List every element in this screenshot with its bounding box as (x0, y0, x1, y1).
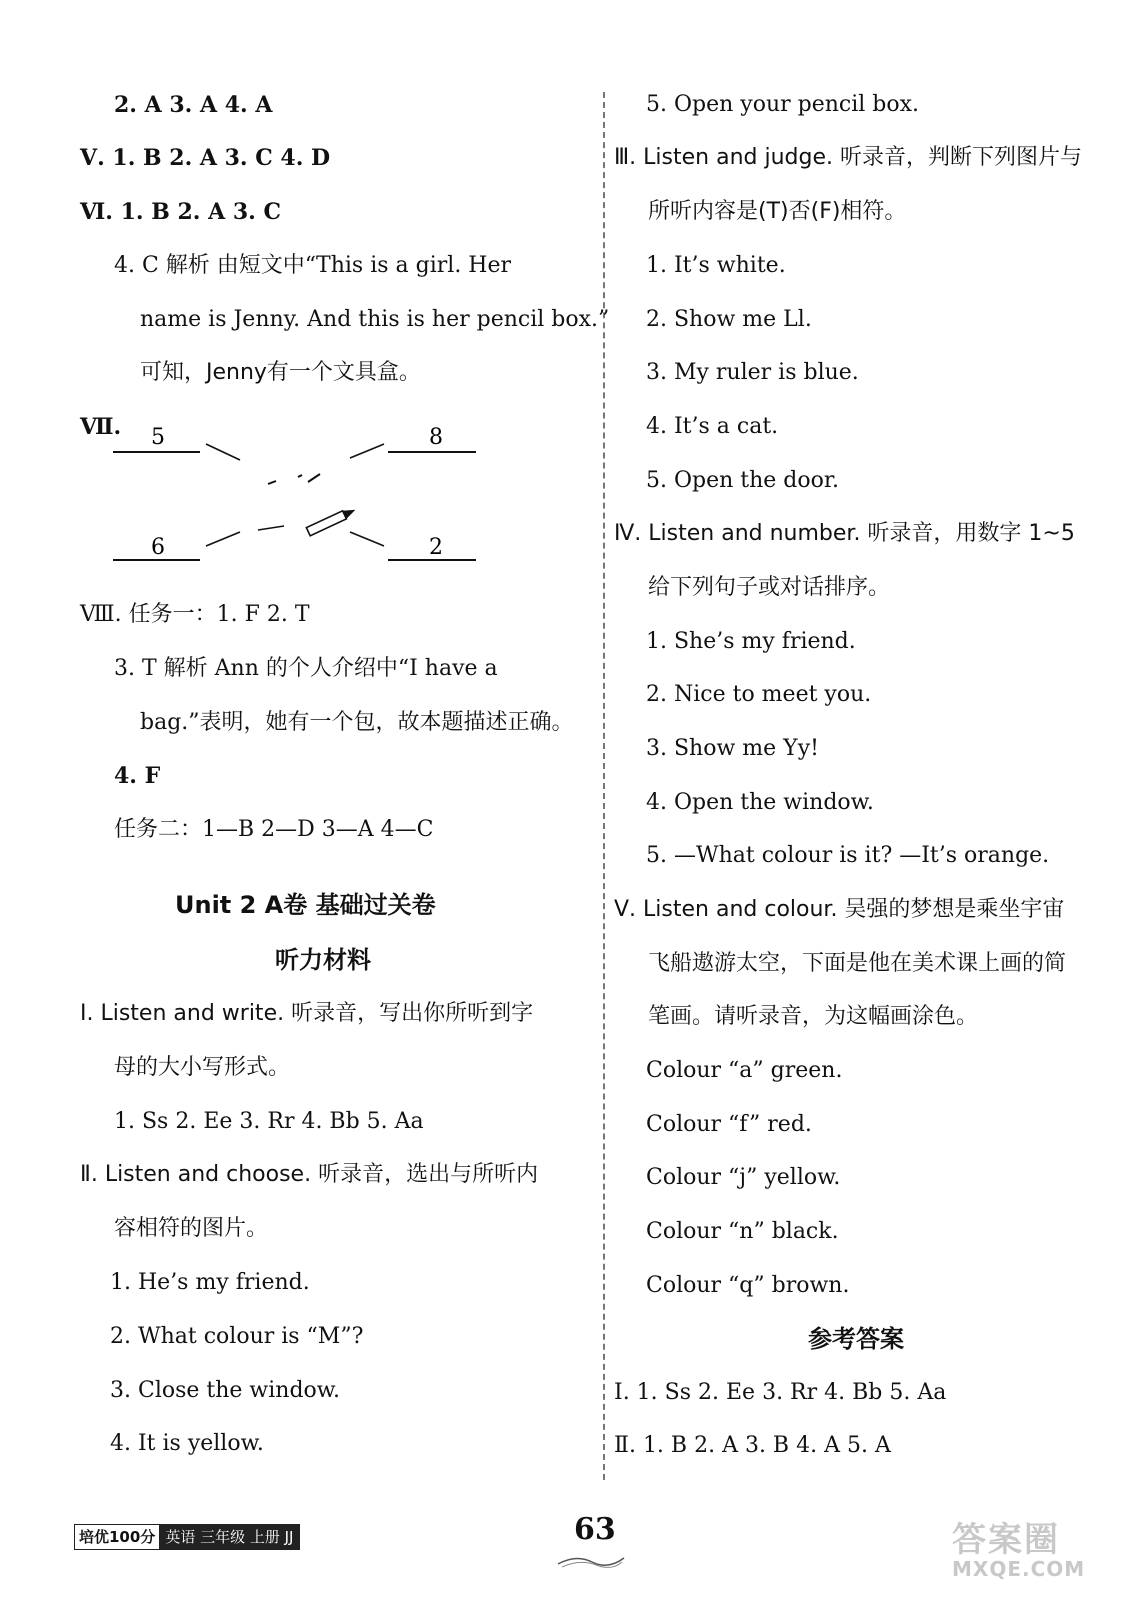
script-line: 1. She’s my friend. (646, 629, 856, 654)
page-number: 63 (574, 1512, 616, 1547)
answer-line: Ⅱ. 1. B 2. A 3. B 4. A 5. A (614, 1433, 891, 1458)
question-heading: 所听内容是(T)否(F)相符。 (648, 199, 907, 224)
script-line: Colour “j” yellow. (646, 1165, 841, 1190)
script-line: 2. Show me Ll. (646, 307, 812, 332)
answer-line: Ⅵ. 1. B 2. A 3. C (80, 199, 281, 225)
question-heading: 笔画。请听录音，为这幅画涂色。 (648, 1004, 979, 1029)
script-line: 1. He’s my friend. (110, 1270, 310, 1295)
watermark-url: MXQE.COM (952, 1557, 1086, 1581)
match-number-top-left: 5 (151, 425, 165, 450)
book-badge (74, 1524, 300, 1550)
script-line: 3. My ruler is blue. (646, 360, 859, 385)
script-line: 1. It’s white. (646, 253, 786, 278)
match-line (350, 444, 384, 458)
script-line: 5. —What colour is it? —It’s orange. (646, 843, 1050, 868)
watermark-logo-text: 答案圈 (952, 1520, 1060, 1560)
match-line (350, 532, 384, 546)
section-label: Ⅶ. (80, 414, 122, 440)
answers-title: 参考答案 (808, 1325, 904, 1353)
answer-line: 1. Ss 2. Ee 3. Rr 4. Bb 5. Aa (114, 1109, 424, 1134)
answer-line: 任务二：1—B 2—D 3—A 4—C (114, 817, 434, 842)
book-badge-info: 英语 三年级 上册 JJ (159, 1525, 299, 1549)
script-line: 2. Nice to meet you. (646, 682, 872, 707)
script-line: Colour “n” black. (646, 1219, 839, 1244)
question-heading: 给下列句子或对话排序。 (648, 575, 891, 600)
script-line: 2. What colour is “M”? (110, 1324, 364, 1349)
unit-title: Unit 2 A卷 基础过关卷 (175, 891, 436, 919)
answer-line: Ⅰ. 1. Ss 2. Ee 3. Rr 4. Bb 5. Aa (614, 1380, 947, 1405)
page-number-ornament-icon (556, 1550, 626, 1570)
matching-figure (108, 422, 488, 572)
sketch-stroke (268, 474, 320, 484)
script-line: Colour “f” red. (646, 1112, 812, 1137)
explanation-line: name is Jenny. And this is her pencil box.” (140, 307, 610, 332)
answer-line: Ⅴ. 1. B 2. A 3. C 4. D (80, 145, 331, 171)
question-heading: Ⅲ. Listen and judge. 听录音，判断下列图片与 (614, 145, 1082, 170)
match-number-top-right: 8 (429, 425, 443, 450)
pencil-icon (306, 506, 357, 536)
explanation-line: 4. C 解析 由短文中“This is a girl. Her (114, 253, 512, 278)
column-divider (603, 92, 605, 1480)
explanation-line: 可知，Jenny有一个文具盒。 (140, 360, 421, 385)
question-heading: Ⅰ. Listen and write. 听录音，写出你所听到字 (80, 1001, 534, 1026)
question-heading: 母的大小写形式。 (114, 1055, 291, 1080)
script-line: 4. Open the window. (646, 790, 874, 815)
script-line: 3. Show me Yy! (646, 736, 819, 761)
script-line: Colour “a” green. (646, 1058, 843, 1083)
match-line (206, 444, 240, 460)
explanation-line: 3. T 解析 Ann 的个人介绍中“I have a (114, 656, 498, 681)
match-number-bottom-left: 6 (151, 535, 165, 560)
script-line: 5. Open your pencil box. (646, 92, 920, 117)
watermark (952, 1512, 1112, 1581)
script-line: 4. It is yellow. (110, 1431, 264, 1456)
script-line: 5. Open the door. (646, 468, 839, 493)
question-heading: Ⅱ. Listen and choose. 听录音，选出与所听内 (80, 1162, 539, 1187)
book-badge-brand: 培优100分 (75, 1525, 159, 1549)
explanation-line: bag.”表明，她有一个包，故本题描述正确。 (140, 710, 574, 735)
section-title: 听力材料 (275, 946, 371, 974)
question-heading: 飞船遨游太空，下面是他在美术课上画的简 (648, 951, 1067, 976)
script-line: 4. It’s a cat. (646, 414, 779, 439)
match-line (206, 532, 240, 546)
question-heading: Ⅳ. Listen and number. 听录音，用数字 1~5 (614, 521, 1075, 546)
script-line: Colour “q” brown. (646, 1273, 850, 1298)
answer-line: Ⅷ. 任务一：1. F 2. T (80, 602, 310, 627)
sketch-stroke (258, 526, 284, 530)
script-line: 3. Close the window. (110, 1378, 341, 1403)
answer-line: 2. A 3. A 4. A (114, 92, 273, 118)
answer-line: 4. F (114, 763, 161, 789)
question-heading: Ⅴ. Listen and colour. 吴强的梦想是乘坐宇宙 (614, 897, 1065, 922)
match-number-bottom-right: 2 (429, 535, 443, 560)
question-heading: 容相符的图片。 (114, 1216, 269, 1241)
